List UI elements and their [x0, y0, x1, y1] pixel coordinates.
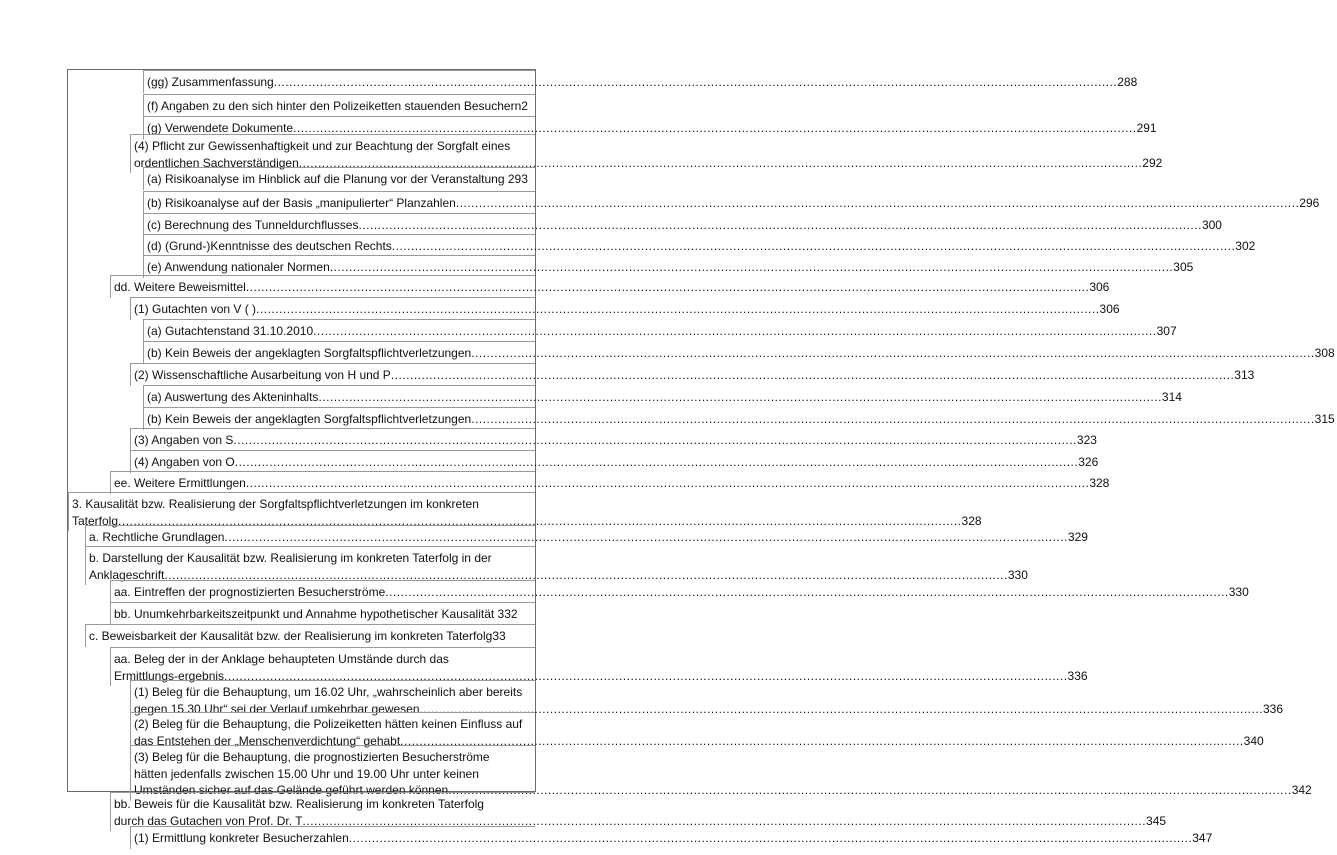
toc-title: (d) (Grund-)Kenntnisse des deutschen Rechts	[147, 239, 392, 253]
toc-title: (c) Berechnung des Tunneldurchflusses	[147, 218, 359, 232]
toc-line	[86, 529, 1088, 546]
toc-title: (4) Angaben von O	[134, 455, 235, 469]
toc-title: (2) Beleg für die Behauptung, die Polizeiketten hätten keinen Einfluss auf	[134, 717, 523, 731]
toc-page-number: 336	[1067, 668, 1088, 683]
toc-page-number: 329	[1067, 530, 1088, 544]
toc-line	[131, 454, 1099, 471]
toc-title: c. Beweisbarkeit der Kausalität bzw. der Realisierung im konkreten Taterfolg33	[89, 629, 506, 643]
toc-title: bb. Beweis für die Kausalität bzw. Realisierung im konkreten Taterfolg	[114, 797, 484, 811]
toc-entry[interactable]	[143, 94, 535, 117]
toc-title: (a) Risikoanalyse im Hinblick auf die Planung vor der Veranstaltung 293	[147, 172, 528, 186]
leader-dots: ............................................................................................................................................................................................................................	[224, 530, 1068, 544]
toc-page-number: 342	[1291, 783, 1312, 797]
toc-line	[69, 496, 535, 513]
toc-title: (g) Verwendete Dokumente	[147, 121, 294, 135]
toc-line	[86, 628, 535, 645]
toc-line	[144, 345, 1335, 362]
toc-entry[interactable]	[110, 471, 1110, 494]
toc-line	[144, 98, 535, 115]
leader-dots: ............................................................................................................................................................................................................................	[293, 121, 1137, 135]
toc-entry[interactable]	[130, 363, 1255, 386]
toc-page-number: 292	[1142, 155, 1163, 170]
leader-dots: ............................................................................................................................................................................................................................	[390, 368, 1235, 382]
toc-line	[111, 606, 535, 623]
leader-dots: ............................................................................................................................................................................................................................	[329, 260, 1174, 274]
toc-line	[144, 411, 1335, 428]
toc-title: durch das Gutachen von Prof. Dr. T	[114, 813, 303, 828]
toc-line	[131, 138, 535, 155]
leader-dots: ............................................................................................................................................................................................................................	[358, 218, 1202, 232]
toc-title: ee. Weitere Ermittlungen	[114, 476, 246, 490]
toc-line	[144, 259, 1194, 276]
leader-dots: ............................................................................................................................................................................................................................	[455, 196, 1300, 210]
toc-entry[interactable]	[130, 297, 1120, 320]
leader-dots: ............................................................................................................................................................................................................................	[256, 302, 1100, 316]
toc-title: (1) Beleg für die Behauptung, um 16.02 Uhr, „wahrscheinlich aber bereits	[134, 685, 523, 699]
leader-dots: ............................................................................................................................................................................................................................	[313, 324, 1157, 338]
toc-title: b. Darstellung der Kausalität bzw. Realisierung im konkreten Taterfolg in der	[89, 551, 492, 565]
toc-title: (3) Angaben von S	[134, 433, 234, 447]
toc-title: (b) Risikoanalyse auf der Basis „manipulierter“ Planzahlen	[147, 196, 456, 210]
toc-page-number: 340	[1243, 733, 1264, 748]
toc-page-number: 291	[1136, 121, 1157, 135]
toc-entry[interactable]	[143, 341, 1335, 364]
toc-entry[interactable]	[143, 191, 1320, 214]
toc-title: bb. Unumkehrbarkeitszeitpunkt und Annahme hypothetischer Kausalität 332	[114, 607, 518, 621]
toc-title: (b) Kein Beweis der angeklagten Sorgfaltspflichtverletzungen	[147, 346, 472, 360]
toc-title: das Entstehen der „Menschenverdichtung“ gehabt	[134, 733, 401, 748]
toc-title: (4) Pflicht zur Gewissenhaftigkeit und zur Beachtung der Sorgfalt eines	[134, 139, 511, 153]
toc-page-number: 326	[1078, 455, 1099, 469]
toc-page-number: 315	[1314, 412, 1335, 426]
leader-dots: ............................................................................................................................................................................................................................	[391, 239, 1236, 253]
toc-title: (2) Wissenschaftliche Ausarbeitung von H und P	[134, 368, 391, 382]
toc-page-number: 336	[1263, 701, 1284, 716]
toc-entry[interactable]	[143, 407, 1335, 430]
toc-page-number: 302	[1235, 239, 1256, 253]
toc-line	[144, 389, 1182, 406]
toc-line	[131, 766, 535, 783]
toc-page-number: 296	[1299, 196, 1320, 210]
toc-page-number: 305	[1173, 260, 1194, 274]
toc-page-number: 306	[1089, 280, 1110, 294]
toc-entry[interactable]	[143, 213, 1222, 236]
toc-line	[144, 195, 1320, 212]
toc-line	[111, 796, 535, 813]
toc-title: hätten jedenfalls zwischen 15.00 Uhr und 19.00 Uhr unter keinen	[134, 766, 479, 781]
toc-entry[interactable]	[85, 624, 535, 647]
toc-title: a. Rechtliche Grundlagen	[89, 530, 225, 544]
leader-dots: ............................................................................................................................................................................................................................	[471, 412, 1315, 426]
toc-line	[86, 550, 535, 567]
toc-page-number: 323	[1076, 433, 1097, 447]
toc-entry[interactable]	[143, 167, 535, 190]
toc-page-number: 307	[1156, 324, 1177, 338]
toc-line	[144, 74, 1138, 91]
leader-dots: ............................................................................................................................................................................................................................	[224, 668, 1068, 683]
toc-line	[111, 651, 535, 668]
leader-dots: ............................................................................................................................................................................................................................	[234, 455, 1079, 469]
toc-line	[111, 584, 1249, 601]
leader-dots: ............................................................................................................................................................................................................................	[118, 513, 962, 528]
toc-page-number: 330	[1007, 567, 1028, 582]
toc-page-number: 313	[1234, 368, 1255, 382]
toc-title: aa. Beleg der in der Anklage behaupteten Umstände durch das	[114, 652, 449, 666]
toc-line	[111, 475, 1110, 492]
toc-title: (3) Beleg für die Behauptung, die prognostizierten Besucherströme	[134, 750, 490, 764]
toc-line	[144, 323, 1177, 340]
toc-page-number: 308	[1314, 346, 1335, 360]
toc-title: (1) Gutachten von V ( )	[134, 302, 257, 316]
leader-dots: ............................................................................................................................................................................................................................	[164, 567, 1008, 582]
toc-title: gegen 15.30 Uhr“ sei der Verlauf umkehrbar gewesen	[134, 701, 420, 716]
toc-entry[interactable]	[143, 70, 1138, 93]
toc-entry[interactable]	[143, 385, 1182, 408]
toc-page-number: 300	[1201, 218, 1222, 232]
leader-dots: ............................................................................................................................................................................................................................	[318, 390, 1162, 404]
toc-title: Umständen sicher auf das Gelände geführt werden können	[134, 783, 449, 797]
toc-entry[interactable]	[130, 428, 1097, 451]
leader-dots: ............................................................................................................................................................................................................................	[298, 155, 1143, 170]
toc-line	[131, 301, 1120, 318]
toc-title: dd. Weitere Beweismittel	[114, 280, 246, 294]
toc-title: Anklageschrift	[89, 567, 165, 582]
toc-title: (b) Kein Beweis der angeklagten Sorgfaltspflichtverletzungen	[147, 412, 472, 426]
leader-dots: ............................................................................................................................................................................................................................	[471, 346, 1315, 360]
toc-title: (a) Auswertung des Akteninhalts	[147, 390, 319, 404]
toc-page-number: 314	[1161, 390, 1182, 404]
toc-line	[131, 432, 1097, 449]
toc-entry[interactable]	[130, 826, 1213, 849]
toc-entry[interactable]	[85, 525, 1088, 548]
toc-entry[interactable]	[130, 450, 1099, 473]
toc-line	[144, 171, 535, 188]
leader-dots: ............................................................................................................................................................................................................................	[348, 831, 1193, 845]
leader-dots: ............................................................................................................................................................................................................................	[273, 75, 1118, 89]
toc-title: Ermittlungs-ergebnis	[114, 668, 225, 683]
leader-dots: ............................................................................................................................................................................................................................	[245, 280, 1090, 294]
toc-entry[interactable]	[110, 580, 1249, 603]
toc-line	[144, 238, 1256, 255]
toc-title: (1) Ermittlung konkreter Besucherzahlen	[134, 831, 349, 845]
toc-line	[144, 217, 1222, 234]
toc-page-number: 345	[1146, 813, 1167, 828]
table-of-contents	[67, 69, 1335, 845]
toc-entry[interactable]	[110, 602, 535, 625]
toc-title: (a) Gutachtenstand 31.10.2010	[147, 324, 314, 338]
toc-title: (f) Angaben zu den sich hinter den Polizeiketten stauenden Besuchern2	[147, 99, 528, 113]
toc-title: ordentlichen Sachverständigen	[134, 155, 299, 170]
toc-entry[interactable]	[143, 319, 1177, 342]
toc-page-number: 288	[1117, 75, 1138, 89]
leader-dots: ............................................................................................................................................................................................................................	[448, 783, 1292, 797]
toc-page-number: 347	[1192, 831, 1213, 845]
toc-title: (e) Anwendung nationaler Normen	[147, 260, 330, 274]
leader-dots: ............................................................................................................................................................................................................................	[302, 813, 1147, 828]
toc-page-number: 330	[1228, 585, 1249, 599]
toc-title: aa. Eintreffen der prognostizierten Besucherströme	[114, 585, 386, 599]
toc-line	[131, 684, 535, 701]
toc-line	[131, 749, 535, 766]
toc-entry[interactable]	[143, 234, 1256, 257]
toc-line	[131, 716, 535, 733]
toc-page-number: 328	[961, 513, 982, 528]
leader-dots: ............................................................................................................................................................................................................................	[385, 585, 1229, 599]
leader-dots: ............................................................................................................................................................................................................................	[400, 733, 1244, 748]
toc-page-number: 306	[1099, 302, 1120, 316]
toc-title: (gg) Zusammenfassung	[147, 75, 274, 89]
leader-dots: ............................................................................................................................................................................................................................	[233, 433, 1077, 447]
toc-title: 3. Kausalität bzw. Realisierung der Sorgfaltspflichtverletzungen im konkreten	[72, 497, 479, 511]
toc-title: Taterfolg	[72, 513, 119, 528]
leader-dots: ............................................................................................................................................................................................................................	[245, 476, 1090, 490]
leader-dots: ............................................................................................................................................................................................................................	[419, 701, 1263, 716]
toc-line	[111, 279, 1110, 296]
toc-entry[interactable]	[110, 275, 1110, 298]
toc-line	[131, 830, 1213, 847]
toc-line	[131, 367, 1255, 384]
toc-page-number: 328	[1089, 476, 1110, 490]
